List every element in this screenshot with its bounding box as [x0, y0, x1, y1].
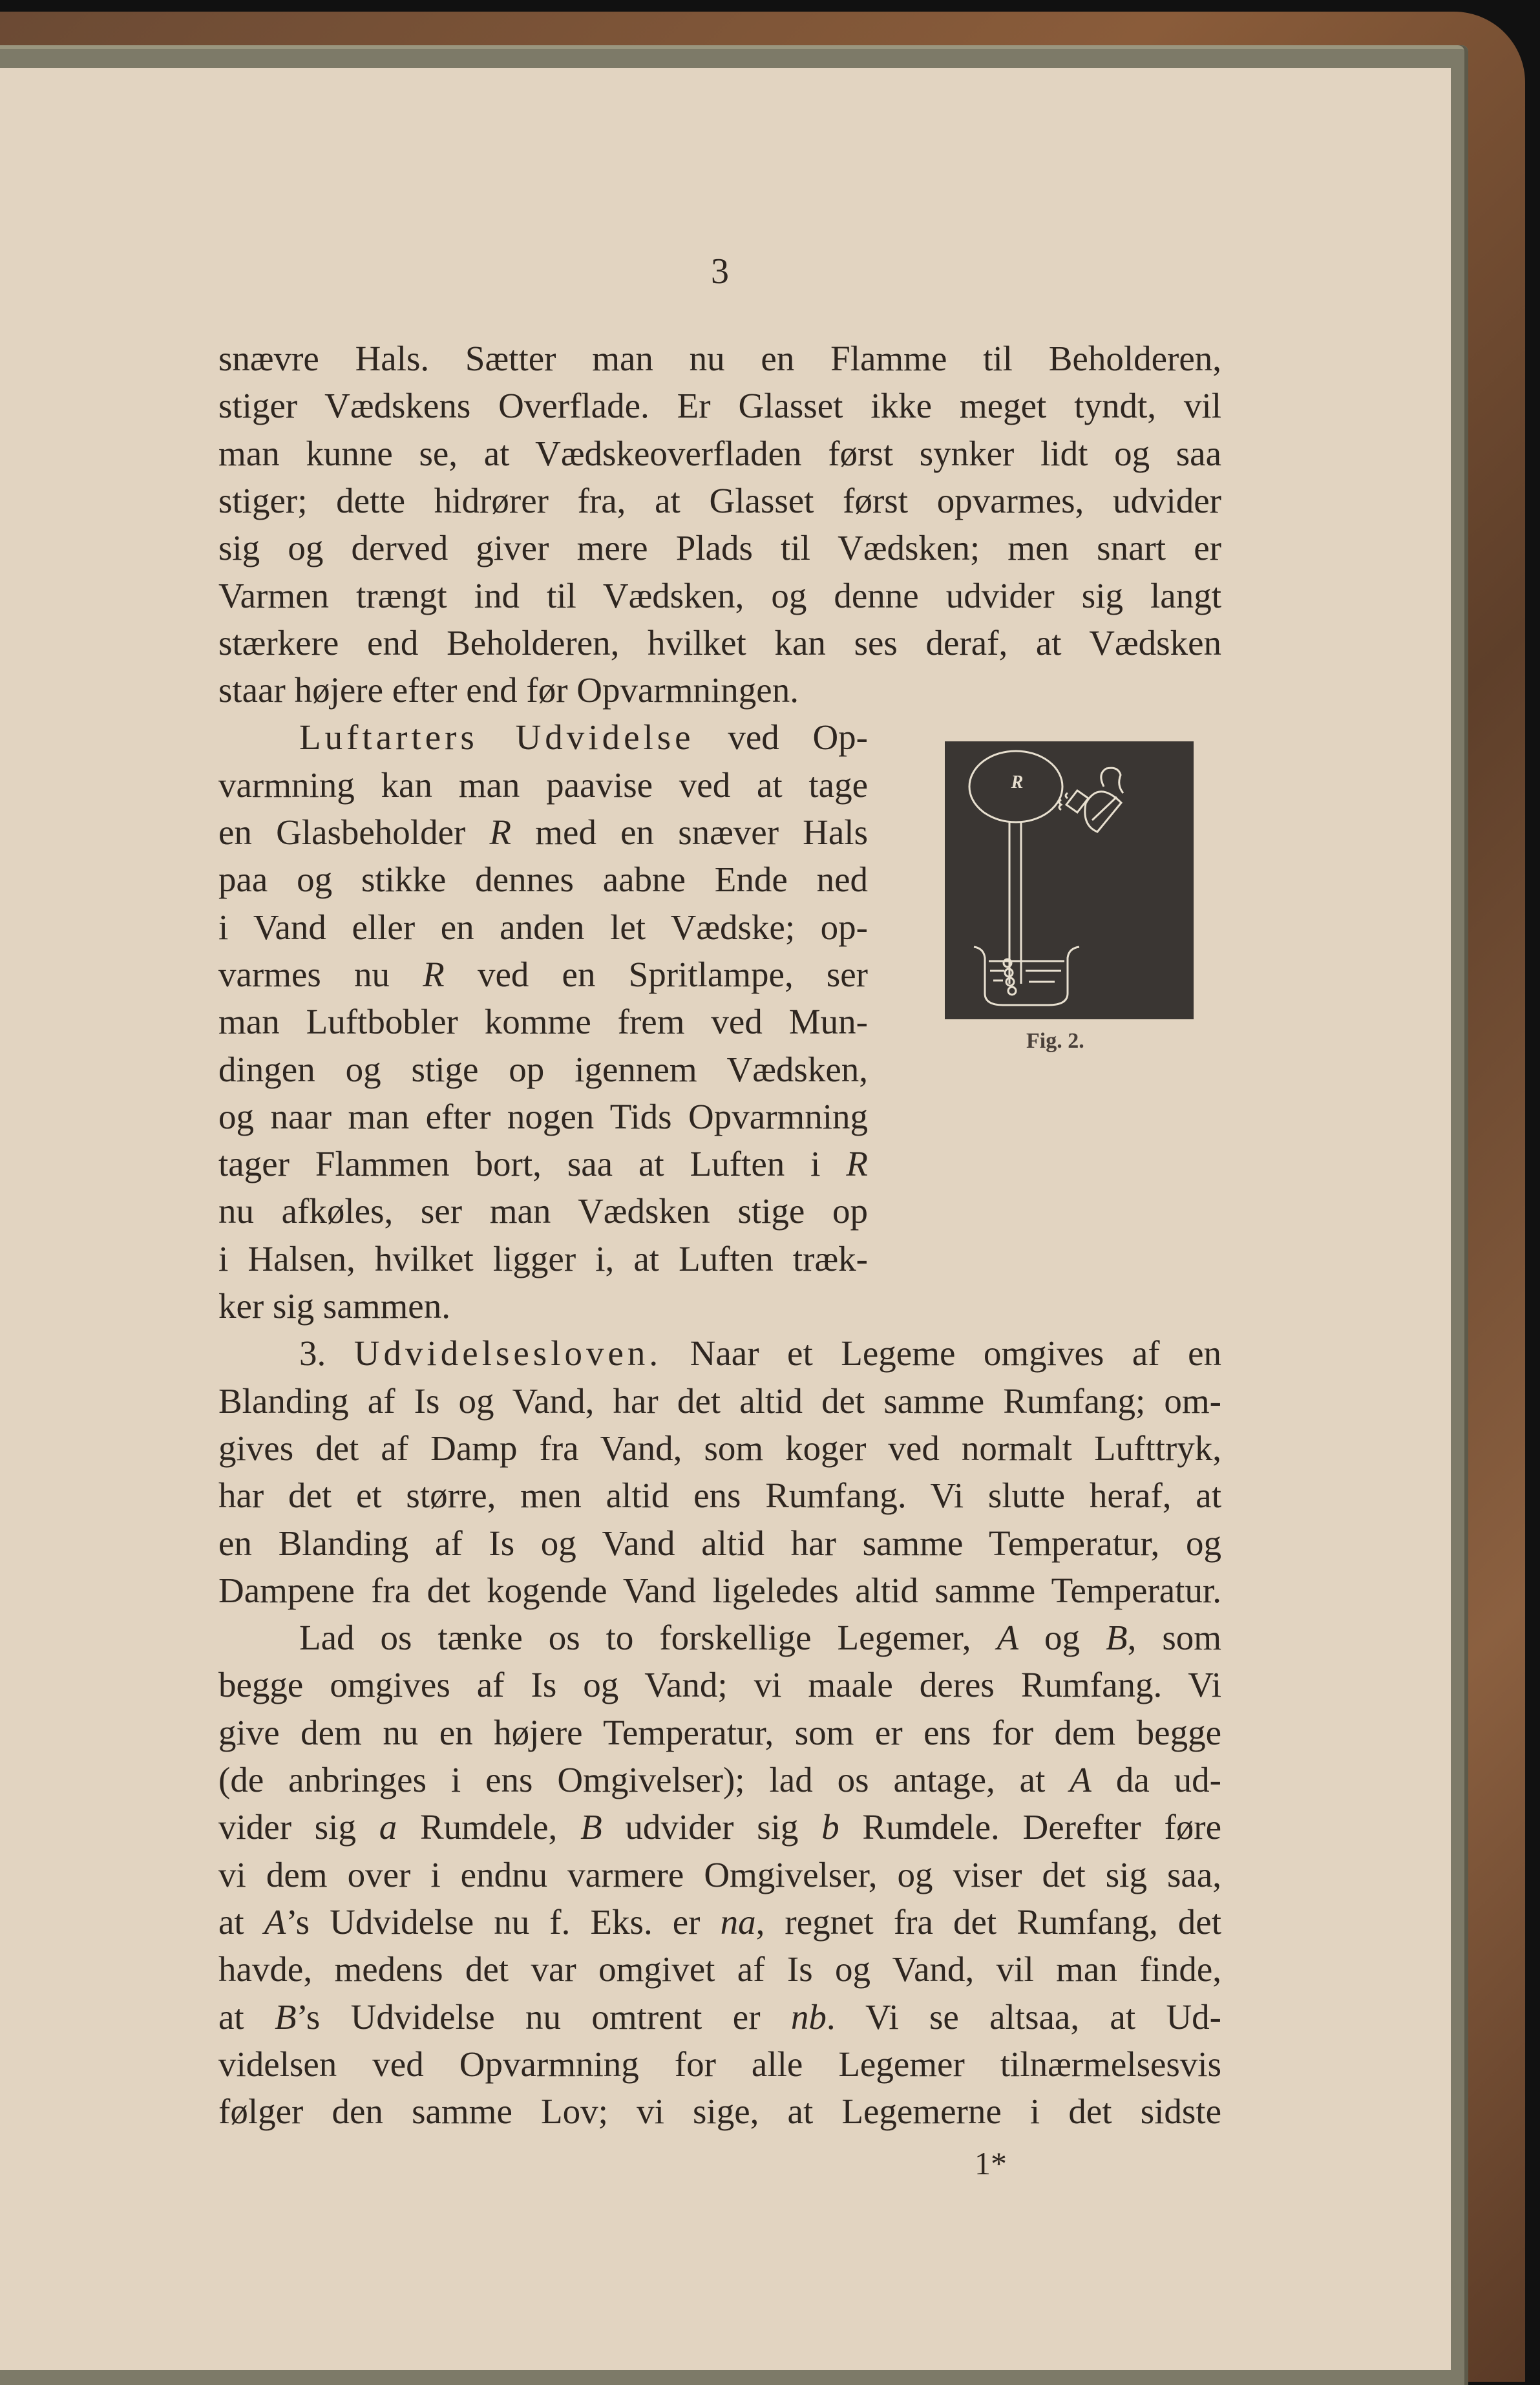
text-run: snævre Hals. Sætter man nu en Flamme til Beholderen,	[218, 339, 1221, 378]
text-run: havde, medens det var omgivet af Is og Vand, vil man finde,	[218, 1949, 1221, 1989]
text-run: har det et større, men altid ens Rumfang. Vi slutte heraf, at	[218, 1476, 1221, 1516]
italic-symbol: b	[821, 1807, 839, 1847]
spaced-heading: Udvidelsesloven.	[353, 1333, 662, 1373]
text-run: følger den samme Lov; vi sige, at Legemerne i det sidste	[218, 2092, 1221, 2132]
text-run: 3.	[299, 1333, 354, 1373]
text-run: Rumdele. Derefter føre	[839, 1807, 1221, 1847]
text-line	[218, 382, 1221, 429]
text-line	[218, 477, 1221, 524]
text-run: dingen og stige op igennem Vædsken,	[218, 1049, 868, 1089]
text-run: give dem nu en højere Temperatur, som er ens for dem begge	[218, 1712, 1221, 1752]
text-run: . Vi se altsaa, at Ud-	[826, 1997, 1221, 2037]
flask-label: R	[1011, 772, 1024, 792]
text-run: begge omgives af Is og Vand; vi maale deres Rumfang. Vi	[218, 1665, 1221, 1705]
italic-symbol: B	[580, 1807, 602, 1847]
text-run: Lad os tænke os to forskellige Legemer,	[299, 1618, 997, 1658]
text-run: stiger; dette hidrører fra, at Glasset først opvarmes, udvider	[218, 480, 1221, 520]
text-run: og naar man efter nogen Tids Opvarmning	[218, 1096, 868, 1136]
italic-symbol: B	[1105, 1618, 1128, 1658]
text-line	[218, 1046, 868, 1093]
text-run: at	[218, 1997, 275, 2037]
text-run: ’s Udvidelse nu f. Eks. er	[286, 1902, 721, 1942]
text-run: sig og derved giver mere Plads til Vædsken; men snart er	[218, 528, 1221, 568]
text-run: udvider sig	[602, 1807, 822, 1847]
signature-mark: 1*	[975, 2145, 1007, 2181]
text-run: ved en Spritlampe, ser	[444, 954, 869, 994]
text-run: Blanding af Is og Vand, har det altid det samme Rumfang; om-	[218, 1381, 1221, 1421]
text-line	[218, 1187, 868, 1235]
text-line	[218, 1945, 1221, 1993]
text-run: en Glasbeholder	[218, 812, 490, 852]
text-run: videlsen ved Opvarmning for alle Legemer tilnærmelsesvis	[218, 2044, 1221, 2084]
text-run: Naar et Legeme omgives af en	[662, 1333, 1221, 1373]
text-line	[218, 1851, 1221, 1898]
text-line	[218, 856, 868, 903]
figure-caption: Fig. 2.	[1026, 1029, 1084, 1053]
text-run: en Blanding af Is og Vand altid har samme Temperatur, og	[218, 1523, 1221, 1563]
italic-symbol: A	[997, 1618, 1019, 1658]
text-line	[218, 2040, 1221, 2088]
text-line	[218, 714, 868, 761]
text-line	[218, 1993, 1221, 2040]
text-line	[218, 761, 868, 809]
text-run: gives det af Damp fra Vand, som koger ved normalt Lufttryk,	[218, 1428, 1221, 1468]
text-run: at	[218, 1902, 264, 1942]
text-line	[218, 1377, 1221, 1425]
text-run: ker sig sammen.	[218, 1286, 450, 1326]
spaced-heading: Luftarters Udvidelse	[299, 717, 695, 758]
italic-symbol: A	[1070, 1760, 1092, 1799]
figure-2-illustration	[945, 741, 1194, 1019]
text-run: vi dem over i endnu varmere Omgivelser, og viser det sig saa,	[218, 1854, 1221, 1894]
text-line	[218, 619, 1221, 666]
text-run: Rumdele,	[397, 1807, 581, 1847]
text-line	[218, 572, 1221, 619]
text-run: da ud-	[1091, 1760, 1221, 1799]
text-line	[218, 951, 868, 998]
text-run: varmes nu	[218, 954, 423, 994]
italic-symbol: a	[379, 1807, 397, 1847]
text-line	[218, 430, 1221, 477]
text-run: Varmen trængt ind til Vædsken, og denne udvider sig langt	[218, 575, 1221, 615]
text-line	[218, 1282, 868, 1330]
text-line	[218, 998, 868, 1045]
text-run: ved Op-	[694, 717, 868, 758]
text-run: stærkere end Beholderen, hvilket kan ses deraf, at Vædsken	[218, 622, 1221, 662]
text-line	[218, 1803, 1221, 1850]
italic-symbol: R	[423, 954, 445, 994]
text-line	[218, 1614, 1221, 1661]
text-line	[218, 904, 868, 951]
text-line	[218, 1235, 868, 1282]
text-line	[218, 1661, 1221, 1708]
flask-experiment-icon	[945, 741, 1194, 1019]
page-number: 3	[711, 251, 729, 292]
text-run: vider sig	[218, 1807, 379, 1847]
text-run: i Halsen, hvilket ligger i, at Luften træk-	[218, 1238, 868, 1278]
text-line	[218, 1898, 1221, 1945]
text-line	[218, 1567, 1221, 1614]
text-line	[218, 1093, 868, 1140]
text-run: tager Flammen bort, saa at Luften i	[218, 1144, 847, 1184]
text-line	[218, 1140, 868, 1187]
italic-symbol: na	[720, 1902, 756, 1942]
text-run: og	[1018, 1618, 1106, 1658]
italic-symbol: A	[264, 1902, 286, 1942]
text-run: ’s Udvidelse nu omtrent er	[296, 1997, 791, 2037]
text-run: Dampene fra det kogende Vand ligeledes altid samme Temperatur.	[218, 1570, 1221, 1610]
text-run: man Luftbobler komme frem ved Mun-	[218, 1002, 868, 1042]
text-line	[218, 335, 1221, 382]
italic-symbol: R	[489, 812, 512, 852]
italic-symbol: B	[275, 1997, 297, 2037]
text-run: paa og stikke dennes aabne Ende ned	[218, 860, 868, 900]
text-line	[218, 666, 1221, 714]
text-line	[218, 1520, 1221, 1567]
text-line	[218, 1425, 1221, 1472]
text-run: (de anbringes i ens Omgivelser); lad os antage, at	[218, 1760, 1070, 1799]
text-run: , regnet fra det Rumfang, det	[755, 1902, 1221, 1942]
text-run: i Vand eller en anden let Vædske; op-	[218, 907, 868, 947]
text-line	[218, 1472, 1221, 1519]
text-line	[218, 1330, 1221, 1377]
text-line	[218, 1709, 1221, 1756]
text-run: man kunne se, at Vædskeoverfladen først synker lidt og saa	[218, 433, 1221, 473]
text-run: nu afkøles, ser man Vædsken stige op	[218, 1191, 868, 1231]
text-run: varmning kan man paavise ved at tage	[218, 765, 868, 805]
text-line	[218, 524, 1221, 571]
italic-symbol: R	[846, 1144, 868, 1184]
text-run: stiger Vædskens Overflade. Er Glasset ikke meget tyndt, vil	[218, 386, 1221, 426]
text-run: , som	[1127, 1618, 1221, 1658]
text-run: med en snæver Hals	[511, 812, 868, 852]
text-run: staar højere efter end før Opvarmningen.	[218, 670, 799, 710]
italic-symbol: nb	[790, 1997, 827, 2037]
text-line	[218, 809, 868, 856]
text-line	[218, 1756, 1221, 1803]
text-line	[218, 2088, 1221, 2135]
